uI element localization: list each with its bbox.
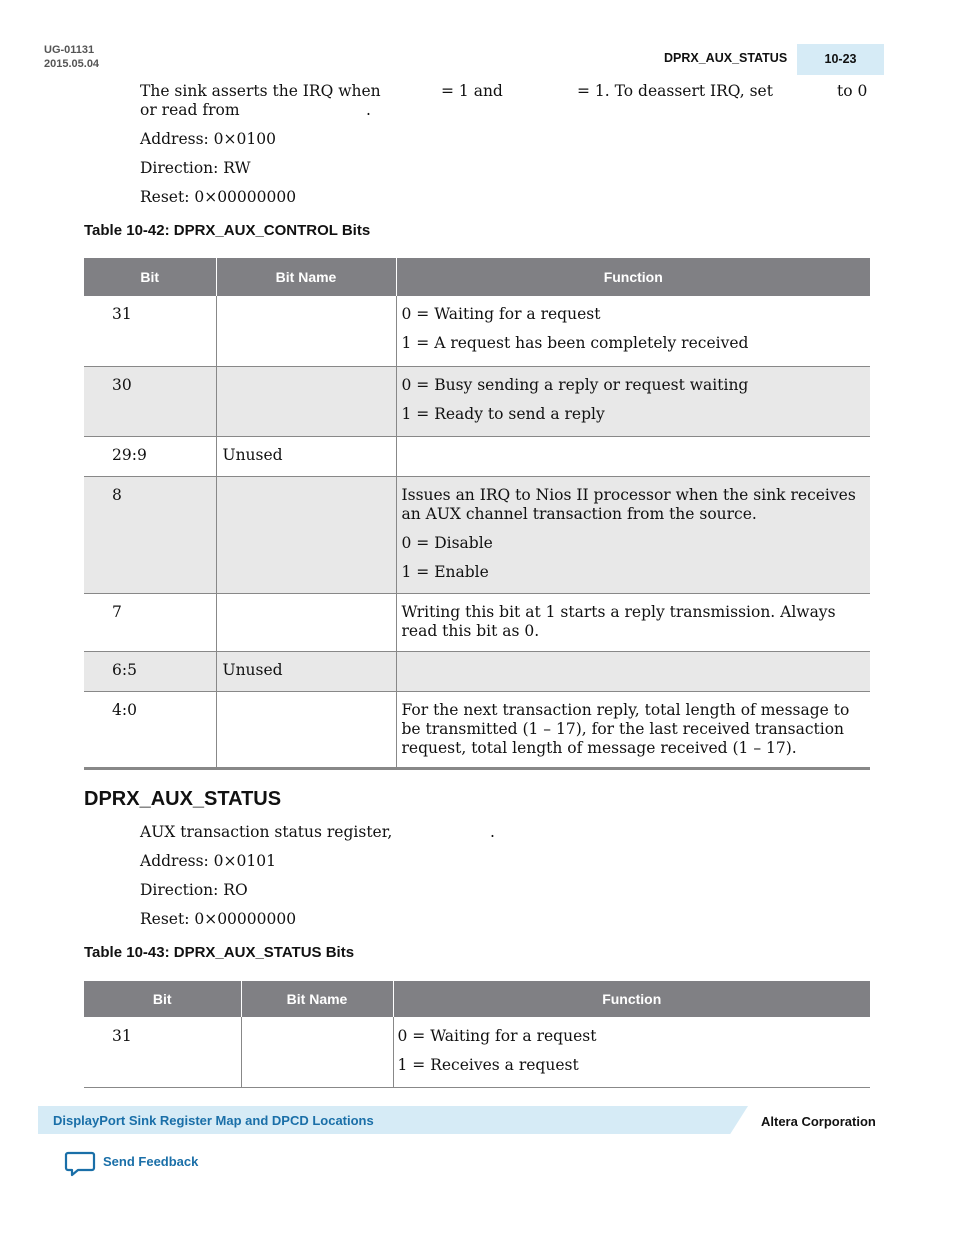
irq-text-c: = 1. To deassert IRQ, set — [577, 82, 773, 100]
bit-cell: 7 — [84, 593, 216, 651]
bit-cell: 31 — [84, 1017, 241, 1087]
control-direction: Direction: RW — [140, 159, 251, 177]
status-description-end: . — [490, 823, 495, 841]
function-line: 1 = Ready to send a reply — [401, 404, 605, 423]
status-direction: Direction: RO — [140, 881, 248, 899]
function-cell — [396, 651, 870, 691]
column-header-bit-name: Bit Name — [216, 258, 396, 296]
irq-text-e: or read from — [140, 101, 240, 119]
bit-cell: 6:5 — [84, 651, 216, 691]
bit-name-cell — [216, 366, 396, 436]
doc-number: UG-01131 — [44, 44, 95, 56]
status-address: Address: 0×0101 — [140, 852, 276, 870]
column-header-bit: Bit — [84, 258, 216, 296]
bit-name-cell — [241, 1017, 393, 1087]
control-bits-table — [84, 258, 870, 770]
table-row — [84, 651, 870, 691]
column-header-bit-name: Bit Name — [241, 981, 393, 1017]
irq-text-b: = 1 and — [441, 82, 503, 100]
bit-cell: 31 — [84, 296, 216, 366]
bit-name-cell — [216, 691, 396, 768]
bit-name-cell — [216, 593, 396, 651]
table-row — [84, 436, 870, 476]
table-caption-status: Table 10-43: DPRX_AUX_STATUS Bits — [84, 944, 355, 961]
table-row — [84, 1017, 870, 1087]
bit-name-cell — [216, 296, 396, 366]
feedback-icon[interactable] — [64, 1150, 96, 1182]
function-line: 0 = Waiting for a request — [397, 1027, 597, 1045]
function-line: 1 = Enable — [401, 562, 489, 581]
table-caption-control: Table 10-42: DPRX_AUX_CONTROL Bits — [84, 222, 371, 239]
bit-name-cell: Unused — [216, 436, 396, 476]
function-cell: For the next transaction reply, total length of message to be transmitted (1 – 17), for the last received transaction request, total length of message received (1 – 17). — [396, 691, 870, 768]
running-header-section: DPRX_AUX_STATUS — [664, 51, 788, 65]
irq-text-d: to 0 — [837, 82, 868, 100]
column-header-function: Function — [396, 258, 870, 296]
table-row — [84, 366, 870, 436]
table-row — [84, 476, 870, 593]
page-number-tab: 10-23 — [797, 44, 884, 75]
status-description: AUX transaction status register, — [140, 823, 393, 841]
bit-name-cell — [216, 476, 396, 593]
irq-text-a: The sink asserts the IRQ when — [140, 82, 381, 100]
table-row — [84, 691, 870, 768]
function-cell — [396, 476, 870, 593]
irq-text-f: . — [366, 101, 371, 119]
footer-company: Altera Corporation — [761, 1114, 876, 1129]
function-line: 0 = Busy sending a reply or request waiting — [401, 375, 749, 394]
doc-date: 2015.05.04 — [44, 58, 100, 70]
footer-chapter-link[interactable]: DisplayPort Sink Register Map and DPCD Locations — [53, 1113, 374, 1128]
control-address: Address: 0×0100 — [140, 130, 276, 148]
table-row — [84, 593, 870, 651]
bit-cell: 4:0 — [84, 691, 216, 768]
document-id — [44, 43, 99, 71]
function-cell — [396, 436, 870, 476]
function-line: Issues an IRQ to Nios II processor when the sink receives an AUX channel transaction from the source. — [401, 485, 856, 523]
bit-name-cell: Unused — [216, 651, 396, 691]
control-reset: Reset: 0×00000000 — [140, 188, 297, 206]
column-header-bit: Bit — [84, 981, 241, 1017]
table-row — [84, 296, 870, 366]
function-cell — [393, 1017, 870, 1087]
status-bits-table — [84, 981, 870, 1088]
function-line: 0 = Disable — [401, 533, 493, 552]
function-cell — [396, 296, 870, 366]
function-line: 0 = Waiting for a request — [401, 305, 601, 323]
function-line: 1 = A request has been completely received — [401, 334, 749, 352]
function-cell — [396, 366, 870, 436]
function-cell: Writing this bit at 1 starts a reply transmission. Always read this bit as 0. — [396, 593, 870, 651]
function-line: 1 = Receives a request — [397, 1056, 579, 1074]
bit-cell: 29:9 — [84, 436, 216, 476]
column-header-function: Function — [393, 981, 870, 1017]
section-heading: DPRX_AUX_STATUS — [84, 788, 282, 810]
bit-cell: 30 — [84, 366, 216, 436]
status-reset: Reset: 0×00000000 — [140, 910, 297, 928]
bit-cell: 8 — [84, 476, 216, 593]
send-feedback-link[interactable]: Send Feedback — [103, 1154, 199, 1169]
